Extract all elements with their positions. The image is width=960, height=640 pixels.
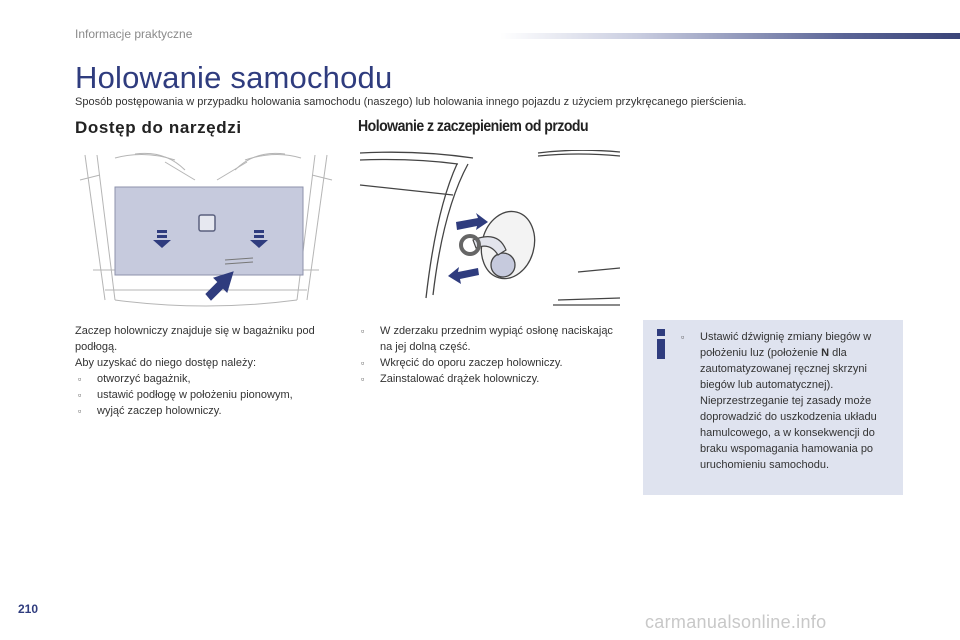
towing-socket	[491, 253, 515, 277]
header-bar	[500, 33, 960, 39]
heading-front-towing: Holowanie z zaczepieniem od przodu	[358, 118, 589, 135]
list-item: ▫ wyjąć zaczep holowniczy.	[78, 405, 222, 417]
page-title: Holowanie samochodu	[75, 60, 393, 95]
checkbox-bullet-icon: ▫	[78, 406, 82, 416]
watermark: carmanualsonline.info	[645, 612, 827, 632]
bumper-illustration	[358, 150, 620, 312]
neutral-position-label: N	[821, 347, 830, 359]
tool-access-text	[75, 323, 335, 419]
checkbox-bullet-icon: ▫	[361, 358, 365, 368]
list-item: ▫ Ustawić dźwignię zmiany biegów w położeniu luz (położenie N dla zautomatyzowanej ręcznej skrzyni biegów lub automatycznej). Nieprzestrzeganie tej zasady może doprowadzić do uszkodzenia układu hamulcowego, a w konsekwencji do braku wspomagania hamowania po uruchomieniu samochodu.	[681, 331, 877, 471]
intro-text: Sposób postępowania w przypadku holowania samochodu (naszego) lub holowania innego pojazdu z użyciem przykręcanego pierścienia.	[75, 96, 747, 108]
floor-handle	[199, 215, 215, 231]
checkbox-bullet-icon: ▫	[361, 374, 365, 384]
trunk-illustration	[75, 150, 337, 312]
info-box	[643, 320, 903, 495]
tool-location-text: Zaczep holowniczy znajduje się w bagażniku pod podłogą.	[75, 325, 315, 353]
info-text	[678, 329, 900, 473]
info-icon	[653, 328, 669, 360]
section-header: Informacje praktyczne	[75, 27, 193, 41]
access-intro-text: Aby uzyskać do niego dostęp należy:	[75, 357, 257, 369]
list-item: ▫ Zainstalować drążek holowniczy.	[361, 373, 540, 385]
page-number: 210	[18, 602, 39, 616]
list-item: ▫ ustawić podłogę w położeniu pionowym,	[78, 389, 293, 401]
heading-tool-access: Dostęp do narzędzi	[75, 118, 242, 137]
list-item: ▫ Wkręcić do oporu zaczep holowniczy.	[361, 357, 563, 369]
list-item: ▫ otworzyć bagażnik,	[78, 373, 191, 385]
checkbox-bullet-icon: ▫	[78, 374, 82, 384]
checkbox-bullet-icon: ▫	[361, 326, 365, 336]
list-item: ▫ W zderzaku przednim wypiąć osłonę naciskając na jej dolną część.	[361, 325, 613, 353]
front-towing-text	[358, 323, 618, 387]
checkbox-bullet-icon: ▫	[681, 332, 685, 342]
checkbox-bullet-icon: ▫	[78, 390, 82, 400]
